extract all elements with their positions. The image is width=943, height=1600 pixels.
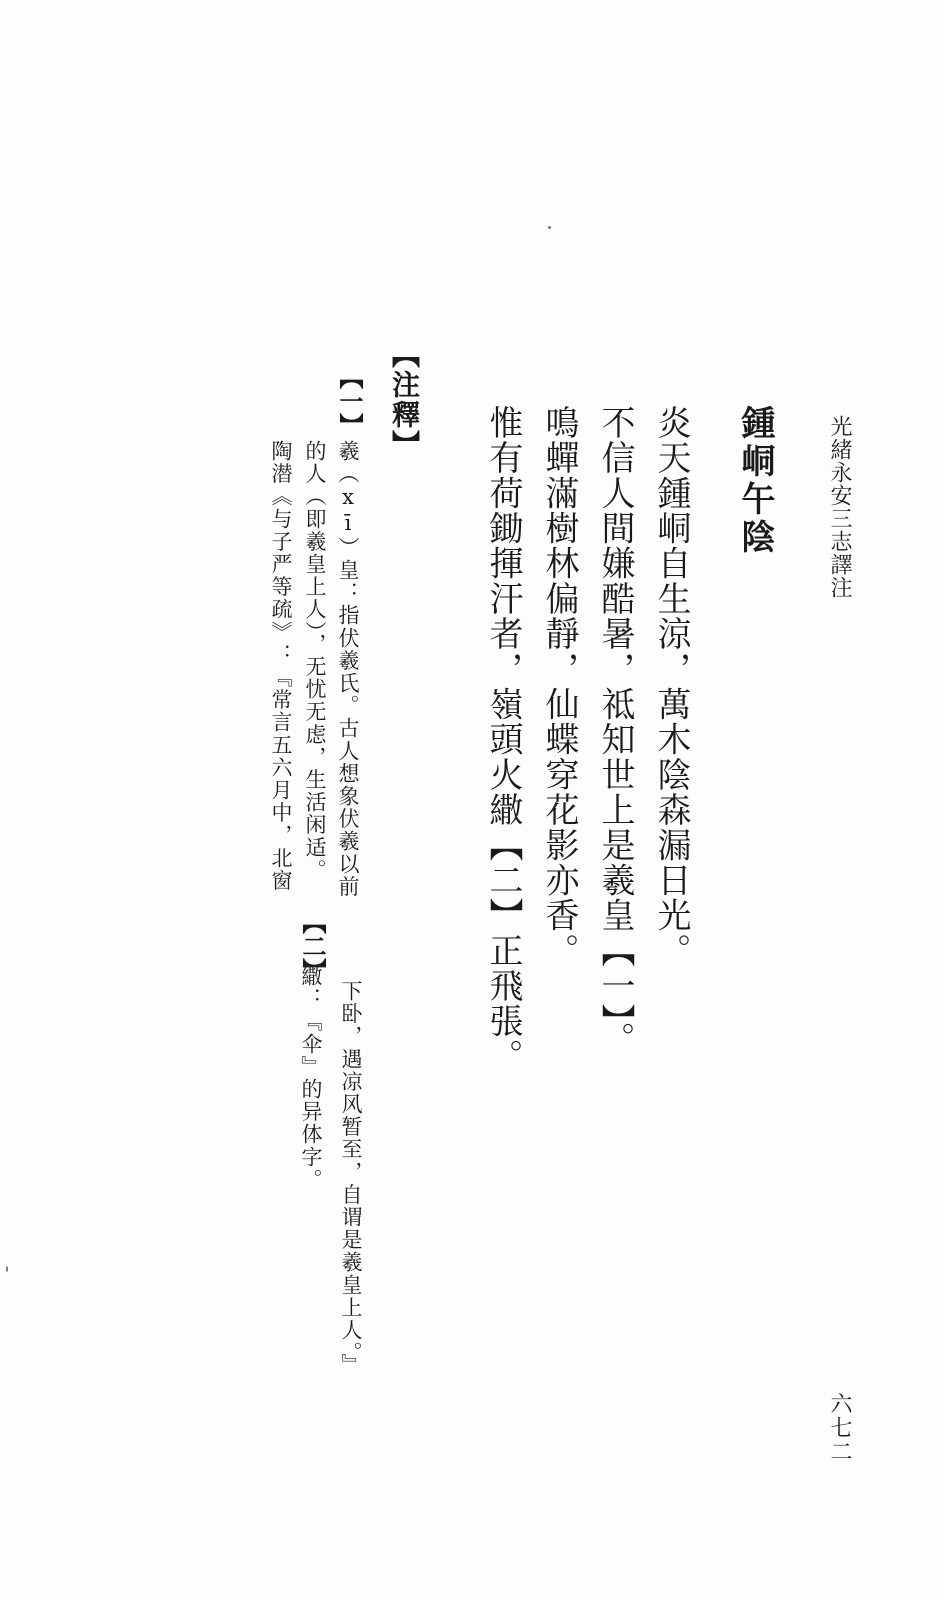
note-marker: 【二】	[298, 910, 327, 982]
note-line: 羲（xī）皇：指伏羲氏。古人想象伏羲以前	[336, 440, 360, 898]
scan-speck	[6, 1266, 8, 1272]
note-line: 繖：『伞』的异体字。	[299, 965, 323, 1191]
page-number: 六七二	[827, 1392, 852, 1464]
poem-line: 不信人間嫌酷暑，祗知世上是羲皇【一】。	[595, 405, 635, 1057]
note-line: 的人（即羲皇上人），无忧无虑，生活闲适。	[303, 440, 327, 882]
scan-speck	[548, 226, 551, 229]
notes-heading: 【注釋】	[388, 340, 421, 460]
note-marker: 【一】	[335, 365, 364, 437]
note-line: 陶潜《与子严等疏》：『常言五六月中，北窗	[269, 440, 293, 892]
running-head: 光緒永安三志譯注	[827, 415, 852, 599]
poem-line: 惟有荷鋤揮汗者，嶺頭火繖【二】正飛張。	[483, 405, 523, 1074]
poem-title: 鍾峒午陰	[735, 405, 775, 557]
note-line: 下卧，遇凉风暂至，自谓是羲皇上人。』	[339, 980, 363, 1377]
poem-line: 炎天鍾峒自生涼，萬木陰森漏日光。	[651, 405, 691, 969]
poem-line: 鳴蟬滿樹林偏靜，仙蝶穿花影亦香。	[539, 405, 579, 969]
